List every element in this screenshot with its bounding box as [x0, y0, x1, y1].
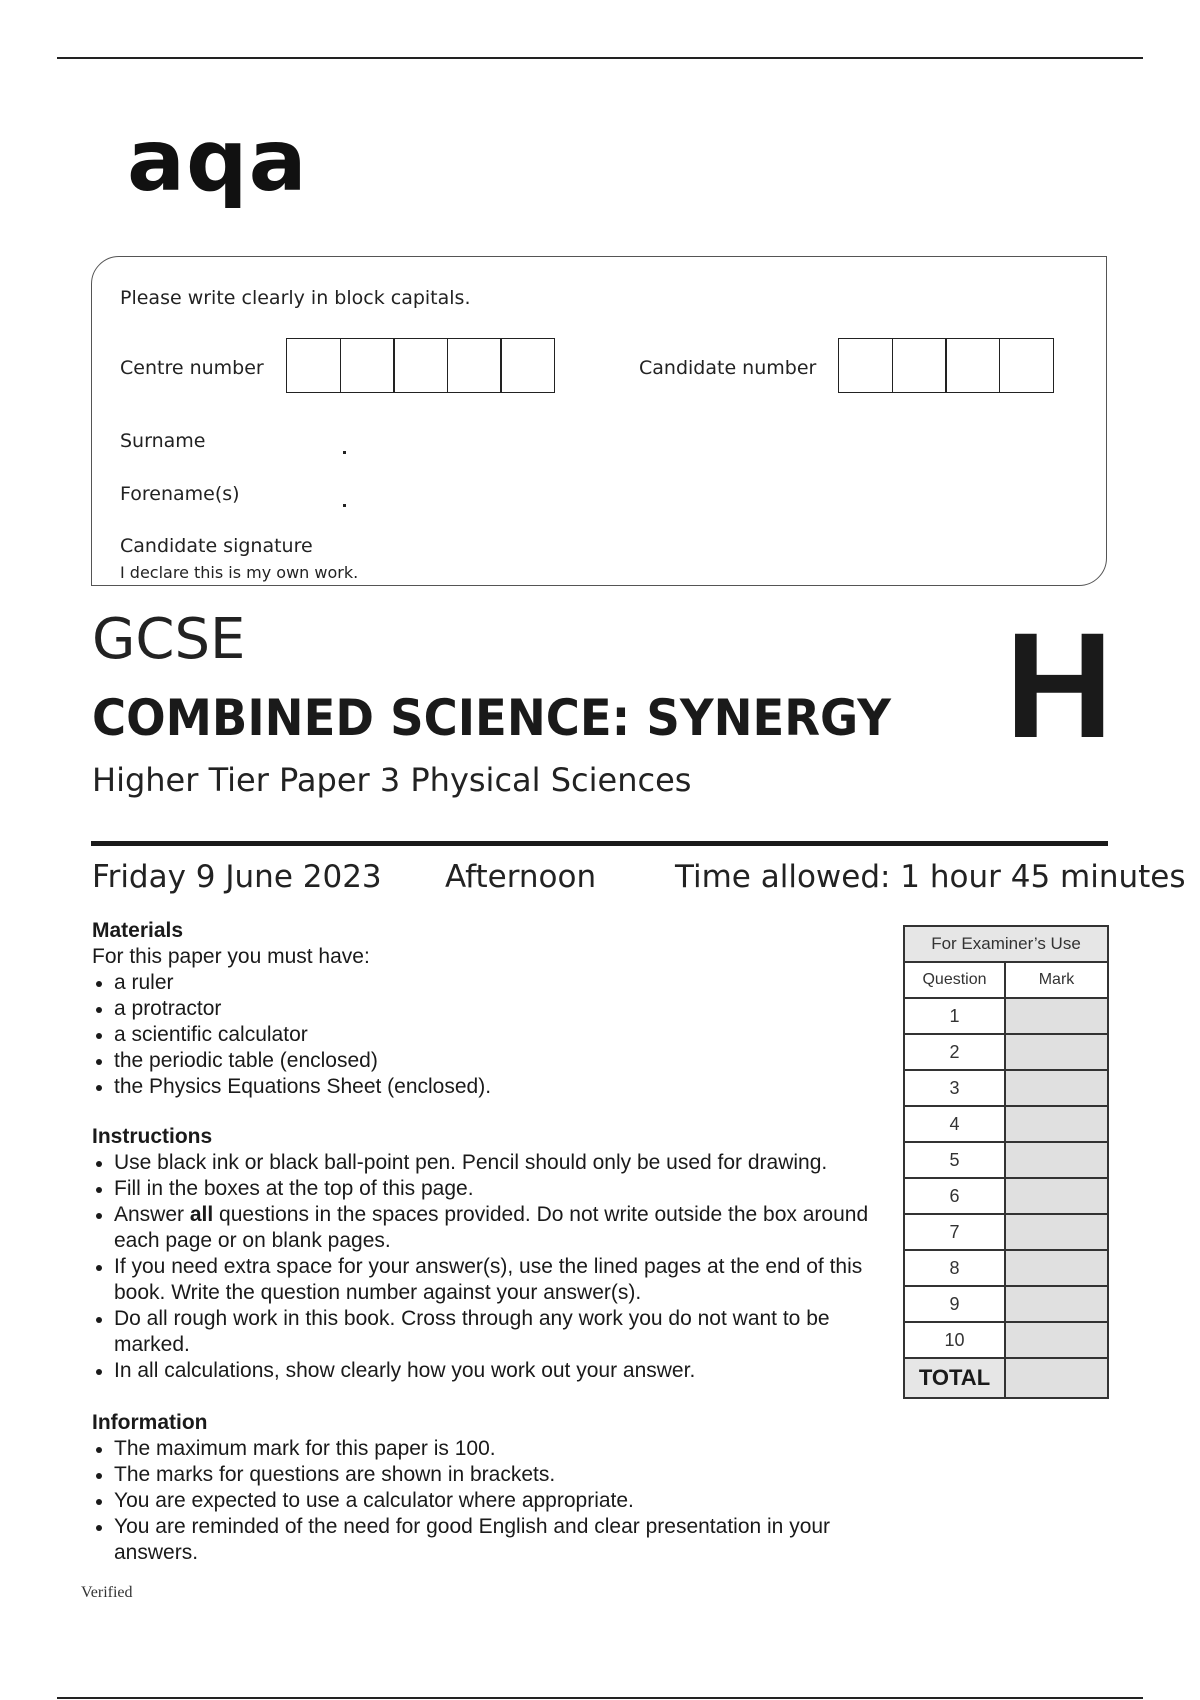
time-allowed: Time allowed: 1 hour 45 minutes [675, 859, 1186, 895]
table-row [904, 1034, 1108, 1070]
total-row [904, 1358, 1108, 1398]
information-list [92, 1436, 852, 1566]
question-number: 8 [904, 1250, 1005, 1286]
information-heading: Information [92, 1411, 208, 1434]
instructions-list [92, 1150, 882, 1384]
list-item: In all calculations, show clearly how you work out your answer. [92, 1358, 882, 1384]
tier-letter: H [1005, 601, 1114, 769]
instructions-heading: Instructions [92, 1125, 213, 1148]
list-item: The marks for questions are shown in brackets. [92, 1462, 852, 1488]
candidate-number-label: Candidate number [639, 357, 817, 379]
candidate-number-digit[interactable] [838, 338, 893, 393]
list-item: a protractor [92, 996, 892, 1022]
title-divider [91, 841, 1108, 846]
signature-label: Candidate signature [120, 535, 313, 557]
table-row [904, 1250, 1108, 1286]
instruction-text: Answer [114, 1203, 190, 1226]
candidate-number-digit[interactable] [892, 338, 947, 393]
table-row [904, 1322, 1108, 1358]
examiner-use-table [903, 925, 1109, 1399]
information-section [92, 1410, 852, 1566]
list-item: Do all rough work in this book. Cross through any work you do not want to be marked. [92, 1306, 882, 1358]
mark-cell [1005, 1322, 1108, 1358]
mark-cell [1005, 1106, 1108, 1142]
table-row [904, 1070, 1108, 1106]
question-number: 9 [904, 1286, 1005, 1322]
list-item: If you need extra space for your answer(s), use the lined pages at the end of this book. Write the question number against your answer(s). [92, 1254, 882, 1306]
centre-number-digit[interactable] [286, 338, 341, 393]
materials-section [92, 918, 892, 1100]
table-row [904, 1106, 1108, 1142]
table-row [904, 1286, 1108, 1322]
centre-number-label: Centre number [120, 357, 264, 379]
bottom-rule [57, 1697, 1143, 1699]
instructions-section [92, 1124, 882, 1384]
top-rule [57, 57, 1143, 59]
question-number: 4 [904, 1106, 1005, 1142]
declaration-text: I declare this is my own work. [120, 563, 359, 582]
exam-session: Afternoon [445, 859, 597, 895]
candidate-number-digit[interactable] [999, 338, 1054, 393]
surname-label: Surname [120, 430, 206, 452]
question-number: 3 [904, 1070, 1005, 1106]
list-item [92, 1202, 882, 1254]
list-item: The maximum mark for this paper is 100. [92, 1436, 852, 1462]
mark-cell [1005, 1070, 1108, 1106]
list-item: a ruler [92, 970, 892, 996]
mark-cell [1005, 1178, 1108, 1214]
question-number: 2 [904, 1034, 1005, 1070]
qualification-title: GCSE [92, 607, 246, 672]
emphasis-all: all [189, 1203, 214, 1226]
mark-cell [1005, 1034, 1108, 1070]
materials-heading: Materials [92, 919, 184, 942]
verified-text: Verified [81, 1584, 133, 1601]
block-capitals-instruction: Please write clearly in block capitals. [120, 287, 471, 309]
question-number: 1 [904, 998, 1005, 1034]
aqa-logo: aqa [127, 111, 308, 211]
list-item: Use black ink or black ball-point pen. Pencil should only be used for drawing. [92, 1150, 882, 1176]
table-row [904, 998, 1108, 1034]
centre-number-digit[interactable] [500, 338, 555, 393]
surname-field[interactable] [343, 451, 346, 454]
paper-title: Higher Tier Paper 3 Physical Sciences [92, 761, 692, 799]
table-row [904, 1214, 1108, 1250]
list-item: You are reminded of the need for good English and clear presentation in your answers. [92, 1514, 852, 1566]
candidate-number-digit[interactable] [945, 338, 1000, 393]
table-row [904, 1142, 1108, 1178]
total-mark-cell [1005, 1358, 1108, 1398]
question-column-header: Question [904, 962, 1005, 998]
list-item: the periodic table (enclosed) [92, 1048, 892, 1074]
list-item: the Physics Equations Sheet (enclosed). [92, 1074, 892, 1100]
centre-number-digit[interactable] [447, 338, 502, 393]
list-item: a scientific calculator [92, 1022, 892, 1048]
examiner-table-title: For Examiner’s Use [904, 926, 1108, 962]
centre-number-digit[interactable] [393, 338, 448, 393]
list-item: Fill in the boxes at the top of this page. [92, 1176, 882, 1202]
table-row [904, 1178, 1108, 1214]
candidate-number-boxes[interactable] [838, 338, 1054, 393]
mark-cell [1005, 1214, 1108, 1250]
question-number: 5 [904, 1142, 1005, 1178]
centre-number-boxes[interactable] [286, 338, 555, 393]
mark-cell [1005, 1250, 1108, 1286]
mark-column-header: Mark [1005, 962, 1108, 998]
instruction-text: questions in the spaces provided. Do not write outside the box around each page or on blank pages. [114, 1203, 869, 1252]
question-number: 6 [904, 1178, 1005, 1214]
forenames-label: Forename(s) [120, 483, 240, 505]
question-number: 7 [904, 1214, 1005, 1250]
materials-intro: For this paper you must have: [92, 945, 370, 968]
question-number: 10 [904, 1322, 1005, 1358]
mark-cell [1005, 1142, 1108, 1178]
mark-cell [1005, 998, 1108, 1034]
materials-list [92, 970, 892, 1100]
centre-number-digit[interactable] [340, 338, 395, 393]
exam-date: Friday 9 June 2023 [92, 859, 382, 895]
mark-cell [1005, 1286, 1108, 1322]
subject-title: COMBINED SCIENCE: SYNERGY [92, 689, 891, 747]
list-item: You are expected to use a calculator where appropriate. [92, 1488, 852, 1514]
forenames-field[interactable] [343, 504, 346, 507]
total-label: TOTAL [904, 1358, 1005, 1398]
